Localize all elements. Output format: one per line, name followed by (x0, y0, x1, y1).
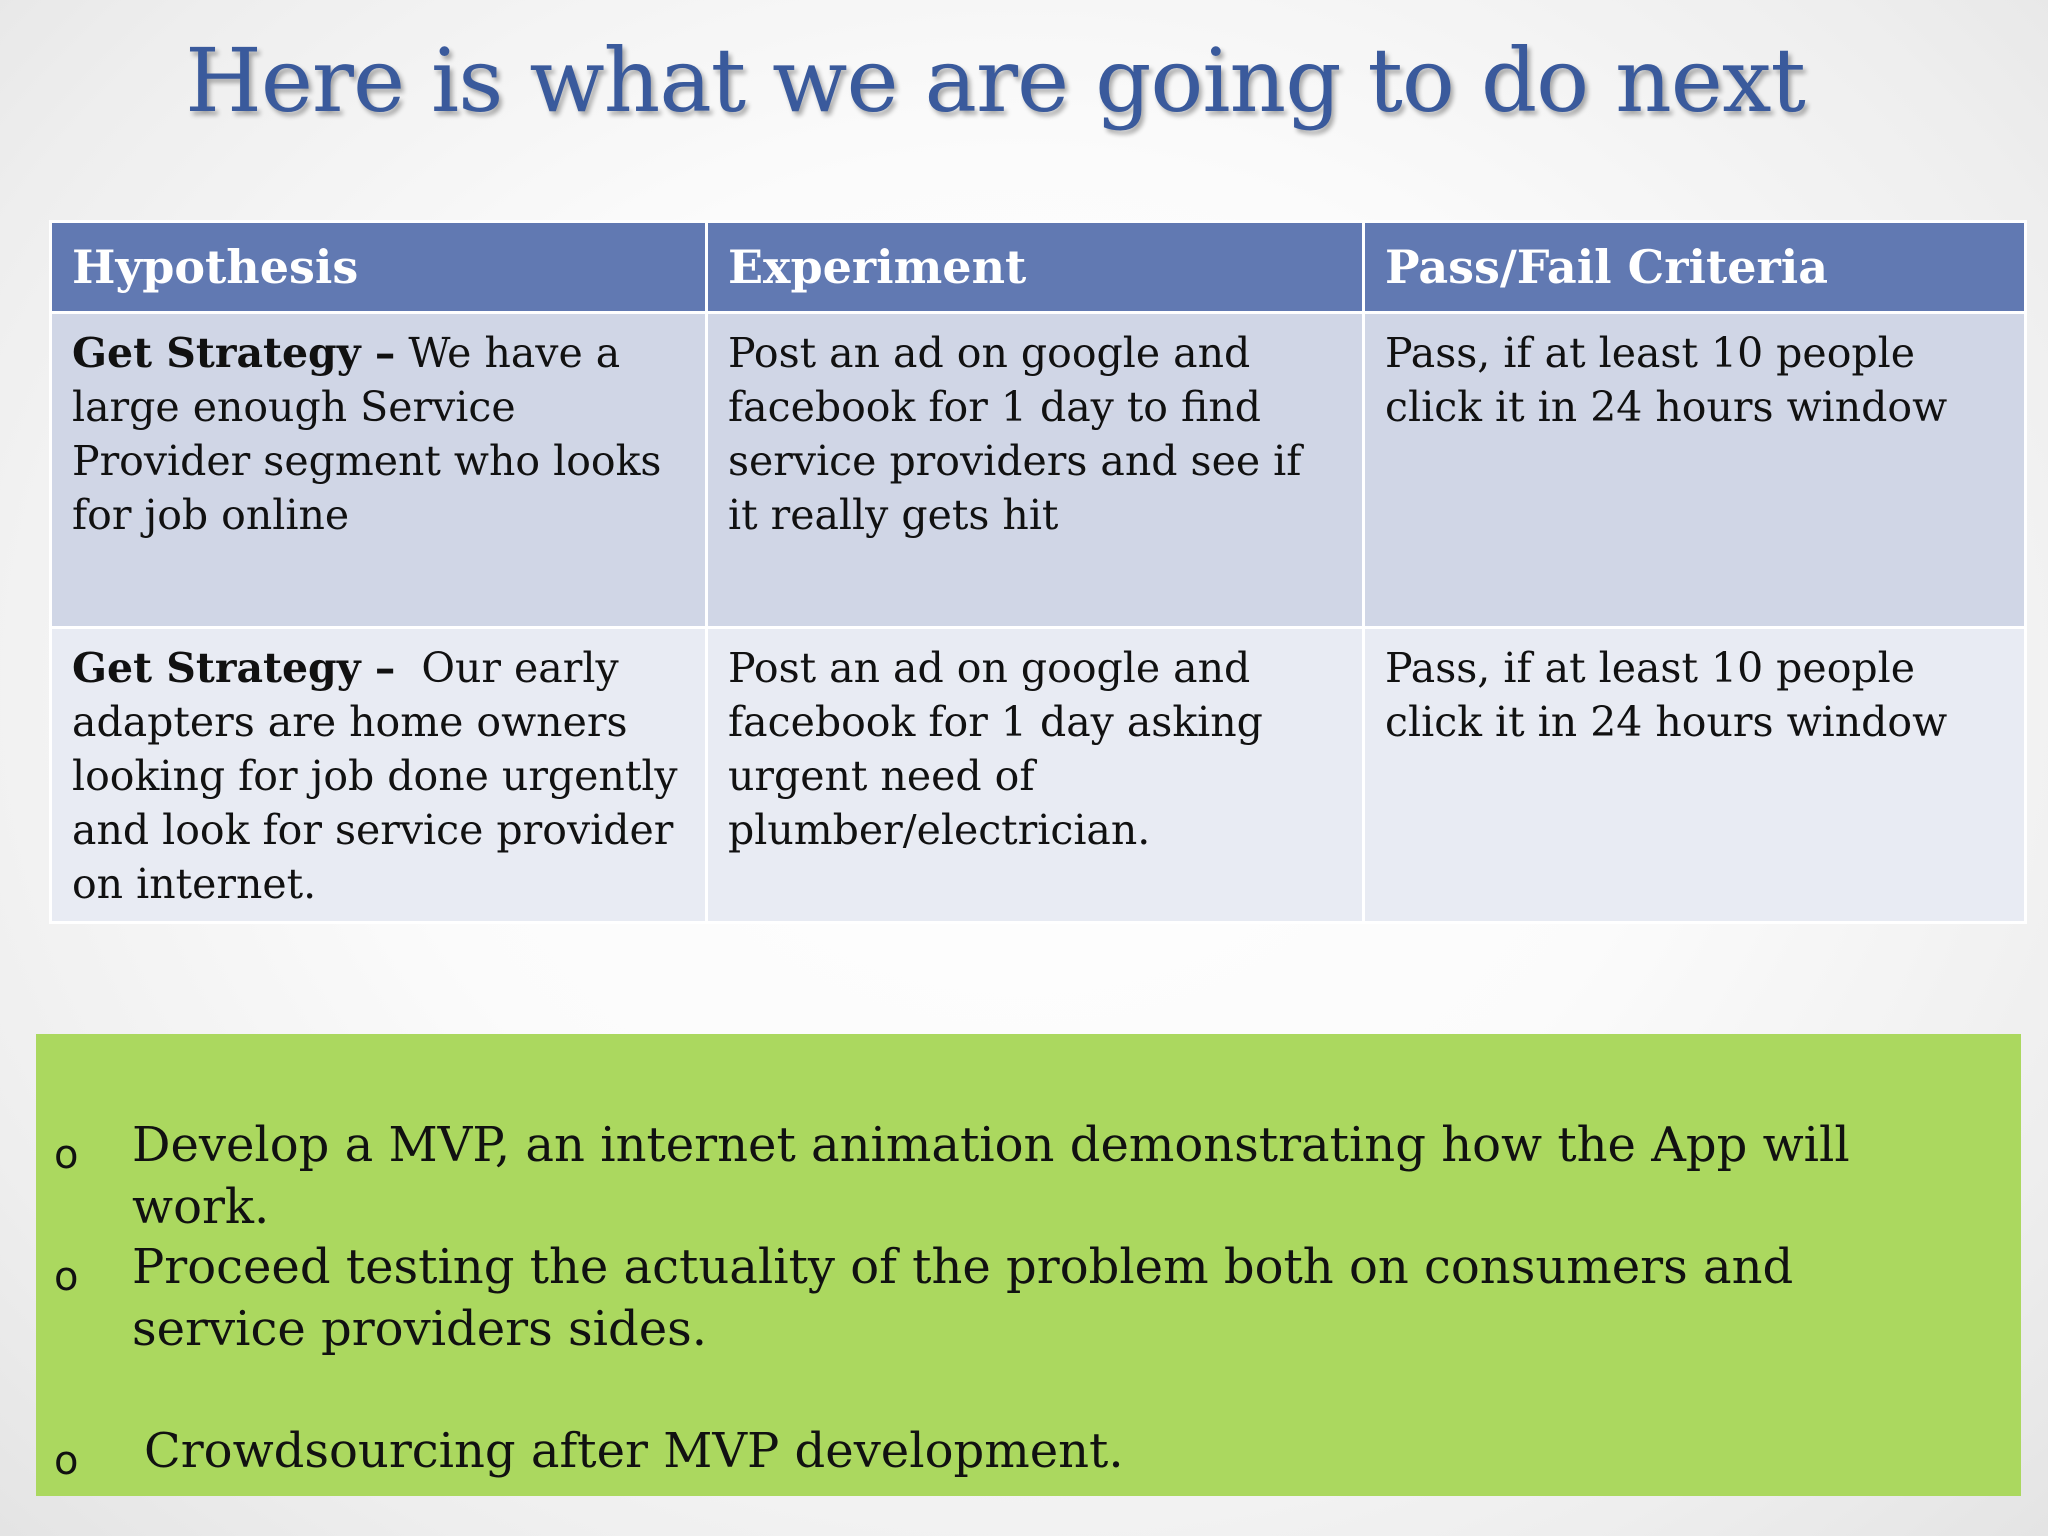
criteria-cell: Pass, if at least 10 people click it in 24 hours window (1364, 628, 2026, 923)
slide-title: Here is what we are going to do next (185, 29, 1805, 132)
table-row (51, 628, 2026, 923)
table-row (51, 313, 2026, 628)
circle-bullet-icon: o (54, 1438, 79, 1484)
header-hypothesis: Hypothesis (51, 222, 707, 313)
experiment-table (49, 220, 2027, 924)
next-step-text: Proceed testing the actuality of the problem both on consumers and service providers sides. (132, 1239, 1794, 1357)
experiment-cell: Post an ad on google and facebook for 1 day to find service providers and see if it really gets hit (707, 313, 1364, 628)
circle-bullet-icon: o (54, 1254, 79, 1300)
hypothesis-text: We have a large enough Service Provider segment who looks for job online (72, 329, 662, 539)
table-header-row (51, 222, 2026, 313)
next-steps-box (36, 1034, 2021, 1496)
hypothesis-cell (51, 628, 707, 923)
hypothesis-cell (51, 313, 707, 628)
next-step-text: Develop a MVP, an internet animation demonstrating how the App will work. (132, 1117, 1850, 1235)
circle-bullet-icon: o (54, 1132, 79, 1178)
experiment-cell: Post an ad on google and facebook for 1 day asking urgent need of plumber/electrician. (707, 628, 1364, 923)
header-pass-fail-criteria: Pass/Fail Criteria (1364, 222, 2026, 313)
hypothesis-text: Our early adapters are home owners looking for job done urgently and look for service provider on internet. (72, 644, 691, 908)
hypothesis-label: Get Strategy – (72, 329, 396, 377)
next-step-text: Crowdsourcing after MVP development. (144, 1423, 1124, 1479)
criteria-cell: Pass, if at least 10 people click it in 24 hours window (1364, 313, 2026, 628)
hypothesis-label: Get Strategy – (72, 644, 396, 692)
header-experiment: Experiment (707, 222, 1364, 313)
